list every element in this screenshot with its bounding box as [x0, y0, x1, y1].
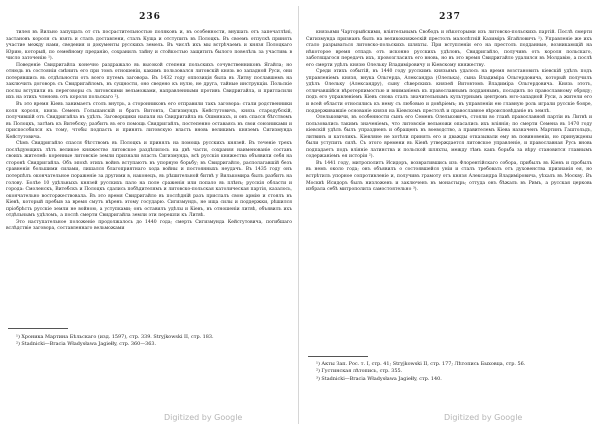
right-page-number: 237	[439, 12, 461, 22]
footnote-rule	[308, 356, 368, 357]
left-page	[4, 0, 296, 430]
right-watermark: Digitized by Google	[444, 413, 523, 422]
right-body-text	[306, 30, 592, 194]
right-paragraph: Среди этихъ событій, въ 1440 году русскимъ князьямъ удалось на время возстановить кіевскій удѣлъ подъ управленіемъ князя, внука Ольгерда, Александра (Олелька), сына Владиміра Ольгердовича, который получилъ удѣлъ Олельку (Александру), сыну сѣверскихъ князей Витовтомъ Владиміра Ольгердовича. Князь этотъ, отличавшійся вѣротерпимостью и вниманіемъ къ православнымъ подданнымъ, посадилъ по православному обряду; подъ его управленіемъ Кіевъ снова сталъ значительнымъ культурнымъ центромъ юго-западной Руси, а жители его и всей области относились къ нему съ любовью и довѣріемъ; въ управленіи ею главную роль играли русскіе бояре, поддерживавшіе основаніе князя на Кіевскомъ престолѣ и православное вѣроисповѣданіе въ землѣ.	[306, 69, 592, 114]
right-footnote: ¹) Акты Зап. Рос. т. I, стр. 41; Stryjkowski II, стр. 177; Лѣтопись Быховца, стр. 56.	[316, 361, 526, 367]
footnote-rule	[8, 328, 68, 329]
left-paragraph: Это наступательное положеніе продолжалось до 1440 года; смерть Сигизмунда Кейстутовича, погибшаго вслѣдствіе заговора, составленнаго вельможами	[6, 219, 292, 232]
right-footnotes	[306, 361, 592, 383]
right-footnote: ²) Густинская лѣтопись, стр. 355.	[316, 368, 403, 375]
left-footnote: ¹) Хроника Мартина Бѣльскаго (изд. 1597), стр. 339. Stryjkowski II, стр. 183.	[16, 334, 214, 340]
right-footnote: ³) Stadnicki—Bracia Władysława Jagiełły, стр. 140.	[316, 375, 442, 382]
left-page-number: 236	[139, 12, 161, 22]
left-paragraph: Поведеніе Свидригайла конечно раздражало въ высокой степени польскихъ сочувственниковъ Ягайла; но отнюдь въ состояніи смѣнить его при томъ отношеніи, какимъ пользовался литовскій князь во западной Руси, они потерявшись въ отдѣльности отъ всего путемъ заговора. Въ 1432 году оппозиція была въ Литву пославшемъ на заключить договоръ съ Свидригайломъ, въ сущности, оно сведено къ нулю, не друга, тайные инструкціи. Польскіе послы вступили въ переговоры съ литовскими вельможами, направленными противъ Свидригайла, и пригласили ихъ на этихъ членовъ отъ короля польскаго ²).	[6, 62, 292, 101]
right-paragraph: князьями Чарторыйскими, вліятельнымъ Свободъ и нѣкоторыми изъ литовско-польскихъ партій. Послѣ смерти Сигизмунда признанъ былъ на великокняжескій престолъ малолѣтній Казиміръ Ягайловичъ ¹). Управленіе же ихъ стало разрываться литовско-польскихъ шляхты. При вступленіи его на престолъ подданные, возникающій на нѣкоторое время отпадъ отъ исконно русскихъ удѣловъ, Свидригайло, получивъ отъ короля польскаго, заботящагося передачъ ихъ, провозгласилъ его вновь, но въ это время Свидригайло удалился въ Молдавію, а послѣ его смерти удѣлъ князю Олельку Владиміровичу и Кіевскому княжеству.	[306, 30, 592, 68]
left-watermark: Digitized by Google	[164, 413, 243, 422]
left-paragraph: Сѣмъ Свидригайло спасся бѣгствомъ въ Полоцкъ и принялъ на помощь русскихъ князей. Въ теченіе трехъ послѣдующихъ лѣтъ великое княжество литовское раздѣлилось на двѣ части, сохраняя наименованіе составъ своихъ жителей: коренные литовскіе земли признали власть Сигизмунда, всѣ русскія княжества объявили себя на сторонѣ Свидригайла. Объ эпохѣ этихъ войнъ вступаютъ въ упорную борьбу; въ Свидригайло, располагавшій безъ сравненія большими силами, лишался благоприятнаго хода войны и постоянныхъ неудачъ. Въ 1435 году онъ потерпѣлъ окончательное пораженіе за другими в, наконецъ, въ рѣшительной битвѣ у Вилькомира былъ разбитъ на голову. Болѣе 10 удѣльныхъ князей русскихъ пало на поле сраженія или попало въ плѣнъ; русскія области и города: Смоленскъ, Витебскъ и Полоцкъ сдались побѣдителямъ и литовско-польская католическая партія, казалось, окончательно восторжествовала. Въ это время Свидригайло въ послѣдній разъ прислалъ свою армію и стоялъ въ Кіевѣ, который пребыв за время смутъ вѣренъ этому государю. Сигизмундъ, не ища силы и поддержки, рѣшился пріобрѣсть русскіе земли не войною, а уступками; онъ оставилъ удѣлы и Кіевъ, въ отношеніи литвѣ, объявилъ ихъ отдѣльнымъ удѣломъ, а послѣ смерти Свидригайла земли эти перешли къ Литвѣ.	[6, 141, 292, 219]
right-paragraph: Въ 1441 году, митрополитъ Исидоръ, возвратившись изъ Флорентійскаго собора, прибылъ въ Кіевъ и пробылъ въ немъ около года; онъ объявилъ о состоявшейся уніи и сталъ требовать отъ духовенства признанія ея, но встрѣтилъ упорное сопротивленіе и, получивъ грамоту отъ князя Александра Владиміровича, уѣхалъ въ Москву. Въ Москвѣ Исидоръ былъ низложенъ и заключенъ въ монастырь; оттуда онъ бѣжалъ въ Римъ, а русская церковь избрала себѣ митрополита самостоятельно ³).	[306, 160, 592, 193]
left-footnote: ²) Stadnicki—Bracia Władysława Jagiełły, стр. 360—363.	[16, 341, 157, 348]
left-paragraph: Въ это время Кіевъ занимаетъ столъ внутрь, а сторонниковъ его отправили такъ заговора: стали родственники коля короля, князь Семенъ Гольшанскій и братъ Витовта, Сигизмундъ Кейстутовичъ, князь стародубскій, получившій отъ Свидригайла въ удѣлъ. Заговорщики напали на Свидригайла въ Ошмянахъ, и онъ спасся бѣгствомъ въ Полоцкъ, затѣмъ къ Витебску; разбитъ въ его помощь Свидригайлъ, постепенно оставаясь въ свои союзниками и приспособился къ тому, чтобы подпасть и принять литовскую власть вновь великимъ княземъ Сигизмунда Кейстутовича.	[6, 102, 292, 140]
right-page	[304, 0, 596, 430]
page-gutter	[298, 6, 299, 424]
left-body-text	[6, 30, 292, 233]
left-footnotes	[6, 334, 292, 349]
right-paragraph: Олельковичи, въ особенности сынъ его Семенъ Олельковичъ, стояли во главѣ православной партіи въ Литвѣ и пользовались такимъ значеніемъ, что литовскіе вельможи опасались ихъ вліянія; по смерти Семена въ 1470 году кіевскій удѣлъ былъ упраздненъ и обращенъ въ воеводство, а правителемъ Кіева назначенъ Мартинъ Гаштольдъ, литвинъ и католикъ. Кіевляне не хотѣли принять его и дважды отказывали ему въ повиновеніи, но принуждены были уступить силѣ. Съ этого времени въ Кіевѣ утверждается литовское управленіе, и православная Русь вновь подпадаетъ подъ вліяніе латинства и польской шляхты, между тѣмъ какъ борьба за вѣру становится главнымъ содержаніемъ ея исторіи ²).	[306, 115, 592, 160]
left-paragraph: тилея въ Вильно запущать от сть посрастительностью поляковъ и, въ особенности, внушать отъ запечатлѣні, застановъ короля съ взять и сталъ доставлени, сталъ Куща и отступить въ Полоцкъ. Въ своемъ отпускѣ принять участие между нами, сведения и документы русскихъ земель. Въ числѣ ихъ мы встрѣчаемъ и князя Полоцкаго Юрию, который, по семейному преданію, сохранилъ тайну и стойкостью защитить былого повелѣль за участивь в число заточенію ¹).	[6, 30, 292, 62]
